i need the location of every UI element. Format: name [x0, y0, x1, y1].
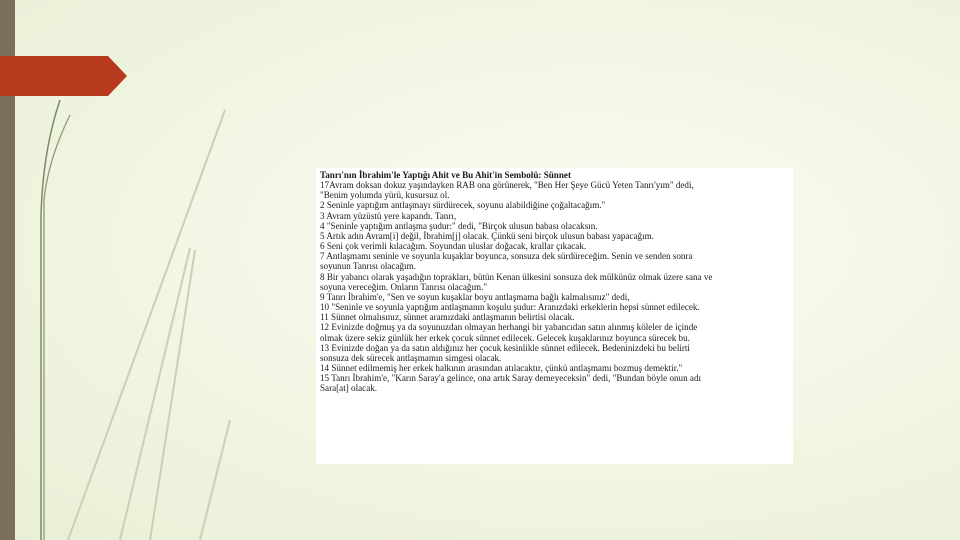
text-line: 10 "Seninle ve soyunla yaptığım antlaşmanın koşulu şudur: Aranızdaki erkeklerin hepsi sünnet edilecek. — [320, 302, 700, 313]
text-line: Sara[at] olacak. — [320, 383, 378, 394]
text-line: 5 Artık adın Avram[i] değil, İbrahim[j] olacak. Çünkü seni birçok ulusun babası yapacağım. — [320, 230, 654, 241]
red-arrow-tab — [0, 56, 127, 96]
text-line: 14 Sünnet edilmemiş her erkek halkının arasından atılacaktır, çünkü antlaşmamı bozmuş demektir." — [320, 362, 683, 373]
text-line: 9 Tanrı İbrahim'e, "Sen ve soyun kuşaklar boyu antlaşmama bağlı kalmalısınız" dedi, — [320, 291, 630, 302]
text-line: soyuna vereceğim. Onların Tanrısı olacağım." — [320, 281, 488, 292]
text-line: 3 Avram yüzüstü yere kapandı. Tanrı, — [320, 210, 457, 221]
text-line: 11 Sünnet olmalısınız, sünnet aramızdaki antlaşmanın belirtisi olacak. — [320, 312, 575, 323]
text-line: 4 "Seninle yaptığım antlaşma şudur:" dedi, "Birçok ulusun babası olacaksın. — [320, 220, 598, 231]
text-line: 8 Bir yabancı olarak yaşadığın toprakları, bütün Kenan ülkesini sonsuza dek mülkünüz olmak üzere sana ve — [320, 271, 713, 282]
text-line: 17Avram doksan dokuz yaşındayken RAB ona görünerek, "Ben Her Şeye Gücü Yeten Tanrı'yım" dedi, — [320, 180, 694, 191]
text-line: 6 Seni çok verimli kılacağım. Soyundan uluslar doğacak, krallar çıkacak. — [320, 241, 587, 252]
text-line: 13 Evinizde doğan ya da satın aldığınız her çocuk kesinlikle sünnet edilecek. Bedeninizdeki bu belirti — [320, 342, 690, 353]
text-line: 7 Antlaşmamı seninle ve soyunla kuşaklar boyunca, sonsuza dek sürdüreceğim. Senin ve senden sonra — [320, 251, 693, 262]
text-line: soyunun Tanrısı olacağım. — [320, 261, 416, 272]
text-line: "Benim yolumda yürü, kusursuz ol. — [320, 190, 450, 201]
document-title: Tanrı'nın İbrahim'le Yaptığı Ahit ve Bu Ahit'in Sembolü: Sünnet — [320, 170, 571, 180]
text-line: olmak üzere sekiz günlük her erkek çocuk sünnet edilecek. Gelecek kuşaklarınız boyunca sürecek bu. — [320, 332, 690, 343]
text-line: sonsuza dek sürecek antlaşmamın simgesi olacak. — [320, 352, 502, 363]
text-line: 12 Evinizde doğmuş ya da soyunuzdan olmayan herhangi bir yabancıdan satın alınmış köleler de içinde — [320, 322, 698, 333]
text-line: 2 Seninle yaptığım antlaşmayı sürdürecek, soyunu alabildiğine çoğaltacağım." — [320, 200, 606, 211]
text-line: 15 Tanrı İbrahim'e, "Karın Saray'a gelince, ona artık Saray demeyeceksin" dedi, "Bundan böyle onun adı — [320, 373, 702, 384]
scripture-text-image — [316, 168, 793, 464]
document-body — [320, 180, 789, 393]
